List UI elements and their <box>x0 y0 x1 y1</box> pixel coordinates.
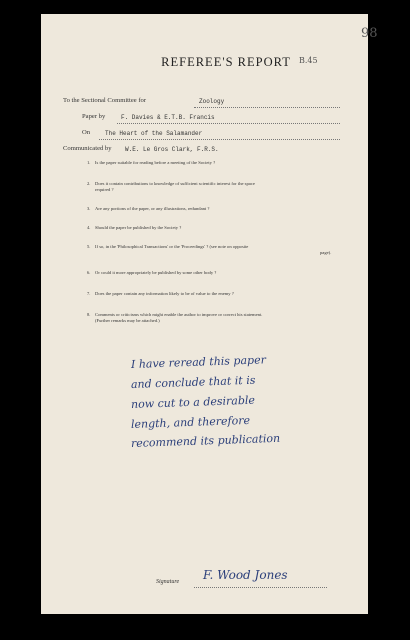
folio-number: 98 <box>361 26 378 41</box>
paper-value: F. Davies & E.T.B. Francis <box>121 114 215 121</box>
paper-label: Paper by <box>82 113 106 120</box>
handwritten-line-1: I have reread this paper <box>130 353 267 371</box>
signature-label: Signature <box>156 579 180 585</box>
question-6: 6. Or could it more appropriately be published by some other body ? <box>87 270 217 275</box>
handwritten-line-5: recommend its publication <box>130 431 281 450</box>
paper-line <box>117 123 340 124</box>
reference-number: B.45 <box>299 56 318 65</box>
on-label: On <box>82 129 91 136</box>
question-5: 5. If so, in the 'Philosophical Transactions' or the 'Proceedings' ? (see note on opposite page). <box>87 244 332 255</box>
committee-line <box>194 107 340 108</box>
signature-line <box>194 587 327 588</box>
question-8: 8. Comments or criticisms which might enable the author to improve or correct his statement. (Further remarks may be attached.) <box>87 312 263 323</box>
handwritten-line-2: and conclude that it is <box>130 373 256 391</box>
on-line <box>99 139 340 140</box>
question-2: 2. Does it contain contributions to knowledge of sufficient scientific interest for the space required ? <box>87 181 255 192</box>
committee-label: To the Sectional Committee for <box>63 97 147 104</box>
question-3: 3. Are any portions of the paper, or any illustrations, redundant ? <box>87 206 210 211</box>
page-title: REFEREE'S REPORT <box>161 55 291 69</box>
communicated-label: Communicated by <box>63 145 112 152</box>
question-7: 7. Does the paper contain any information likely to be of value to the enemy ? <box>87 291 234 296</box>
question-1: 1. Is the paper suitable for reading before a meeting of the Society ? <box>87 160 216 165</box>
handwritten-line-4: length, and therefore <box>130 413 251 431</box>
signature-value: F. Wood Jones <box>203 568 288 582</box>
question-4: 4. Should the paper be published by the Society ? <box>87 225 182 230</box>
on-value: The Heart of the Salamander <box>105 130 203 137</box>
committee-value: Zoology <box>199 98 225 105</box>
communicated-value: W.E. Le Gros Clark, F.R.S. <box>125 146 219 153</box>
report-sheet <box>41 14 378 614</box>
handwritten-line-3: now cut to a desirable <box>130 393 256 411</box>
